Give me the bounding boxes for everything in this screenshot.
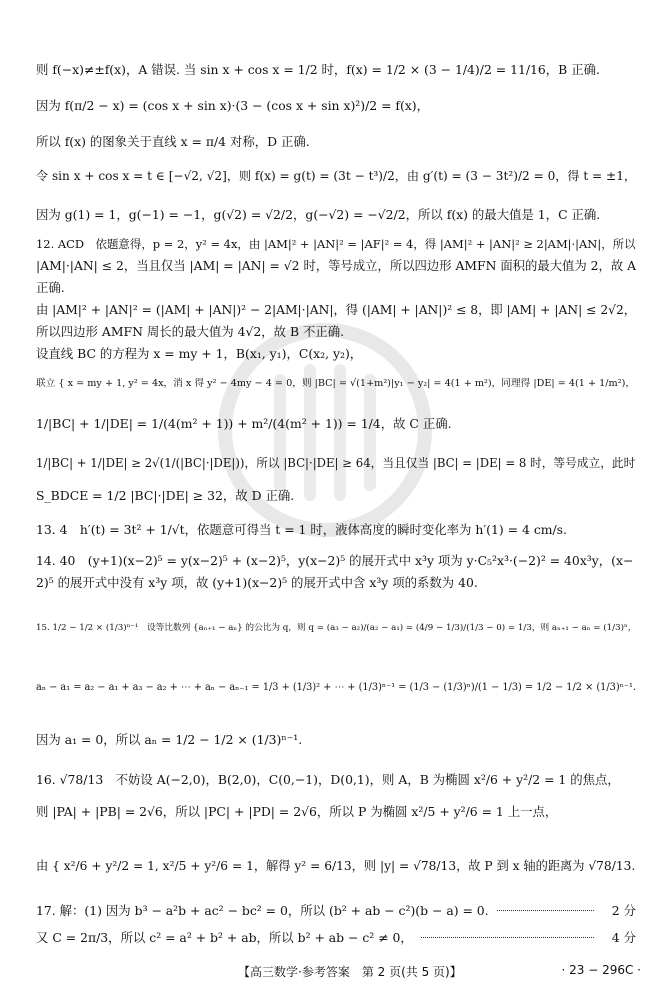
solution-line: 所以 f(x) 的图象关于直线 x = π/4 对称，D 正确. (36, 134, 310, 149)
solution-line: 所以四边形 AMFN 周长的最大值为 4√2，故 B 不正确. (36, 324, 345, 339)
solution-line: 因为 a₁ = 0，所以 aₙ = 1/2 − 1/2 × (1/3)ⁿ⁻¹. (36, 732, 303, 747)
solution-line: 2)⁵ 的展开式中没有 x³y 项，故 (y+1)(x−2)⁵ 的展开式中含 x³y 项的系数为 40. (36, 575, 478, 590)
solution-line: 1/|BC| + 1/|DE| = 1/(4(m² + 1)) + m²/(4(m² + 1)) = 1/4，故 C 正确. (36, 416, 452, 431)
solution-line: 因为 g(1) = 1，g(−1) = −1，g(√2) = √2/2，g(−√2) = −√2/2，所以 f(x) 的最大值是 1，C 正确. (36, 207, 601, 222)
solution-line: S_BDCE = 1/2 |BC|·|DE| ≥ 32，故 D 正确. (36, 488, 295, 503)
solution-line: 则 f(−x)≠±f(x)，A 错误. 当 sin x + cos x = 1/2 时，f(x) = 1/2 × (3 − 1/4)/2 = 11/16，B 正确. (36, 62, 600, 77)
leader-dots (497, 910, 594, 911)
footer-code: · 23 − 296C · (561, 963, 641, 977)
solution-line: 由 { x²/6 + y²/2 = 1, x²/5 + y²/6 = 1，解得 y² = 6/13，则 |y| = √78/13，故 P 到 x 轴的距离为 √78/13. (36, 859, 636, 873)
solution-line: 12. ACD 依题意得，p = 2，y² = 4x，由 |AM|² + |AN|² = |AF|² = 4，得 |AM|² + |AN|² ≥ 2|AM|·|AN|，所以 (36, 237, 636, 251)
score-step-text: 17. 解：(1) 因为 b³ − a²b + ac² − bc² = 0，所以 (b² + ab − c²)(b − a) = 0. (36, 903, 489, 918)
solution-line: 因为 f(π/2 − x) = (cos x + sin x)·(3 − (cos x + sin x)²)/2 = f(x)， (36, 98, 430, 113)
score-points: 4 分 (611, 930, 636, 945)
score-points: 2 分 (611, 903, 636, 918)
solution-line: 13. 4 h′(t) = 3t² + 1/√t，依题意可得当 t = 1 时，液体高度的瞬时变化率为 h′(1) = 4 cm/s. (36, 522, 567, 537)
solution-line: 14. 40 (y+1)(x−2)⁵ = y(x−2)⁵ + (x−2)⁵，y(x−2)⁵ 的展开式中 x³y 项为 y·C₅²x³·(−2)² = 40x³y，(x− (36, 553, 634, 568)
solution-line: 则 |PA| + |PB| = 2√6，所以 |PC| + |PD| = 2√6，所以 P 为椭圆 x²/5 + y²/6 = 1 上一点， (36, 804, 558, 819)
footer-page-info: 【高三数学·参考答案 第 2 页(共 5 页)】 (238, 965, 462, 979)
solution-line: 联立 { x = my + 1, y² = 4x，消 x 得 y² − 4my − 4 = 0，则 |BC| = √(1+m²)|y₁ − y₂| = 4(1 + m²)，同理得 |DE| = 4(1 + 1/m²)， (36, 378, 636, 389)
solution-line: 正确. (36, 280, 65, 295)
solution-line: 由 |AM|² + |AN|² = (|AM| + |AN|)² − 2|AM|·|AN|，得 (|AM| + |AN|)² ≤ 8，即 |AM| + |AN| ≤ 2√2， (36, 303, 637, 317)
solution-line: |AM|·|AN| ≤ 2，当且仅当 |AM| = |AN| = √2 时，等号成立，所以四边形 AMFN 面积的最大值为 2，故 A (36, 259, 637, 273)
solution-line: 16. √78/13 不妨设 A(−2,0)，B(2,0)，C(0,−1)，D(0,1)，则 A，B 为椭圆 x²/6 + y²/2 = 1 的焦点， (36, 772, 620, 787)
solution-line: 设直线 BC 的方程为 x = my + 1，B(x₁, y₁)，C(x₂, y₂)， (36, 346, 363, 361)
solution-line: 1/|BC| + 1/|DE| ≥ 2√(1/(|BC|·|DE|))，所以 |BC|·|DE| ≥ 64，当且仅当 |BC| = |DE| = 8 时，等号成立，此时 (36, 456, 636, 470)
page-footer (0, 963, 653, 983)
leader-dots (421, 937, 594, 938)
score-step-text: 又 C = 2π/3，所以 c² = a² + b² + ab，所以 b² + ab − c² ≠ 0， (36, 930, 413, 945)
solution-line: aₙ − a₁ = a₂ − a₁ + a₃ − a₂ + ⋯ + aₙ − aₙ₋₁ = 1/3 + (1/3)² + ⋯ + (1/3)ⁿ⁻¹ = (1/3 − (1/3)ⁿ)/(1 − 1/3) = 1/2 − 1/2 × (1/3)ⁿ⁻¹. (36, 682, 637, 693)
solution-line: 15. 1/2 − 1/2 × (1/3)ⁿ⁻¹ 设等比数列 {aₙ₊₁ − aₙ} 的公比为 q，则 q = (a₃ − a₂)/(a₂ − a₁) = (4/9 − 1/3)/(1/3 − 0) = 1/3，则 aₙ₊₁ − aₙ = (1/3)ⁿ， (36, 623, 637, 633)
solution-line: 令 sin x + cos x = t ∈ [−√2, √2]，则 f(x) = g(t) = (3t − t³)/2，由 g′(t) = (3 − 3t²)/2 = 0，得 t = ±1， (36, 169, 637, 183)
